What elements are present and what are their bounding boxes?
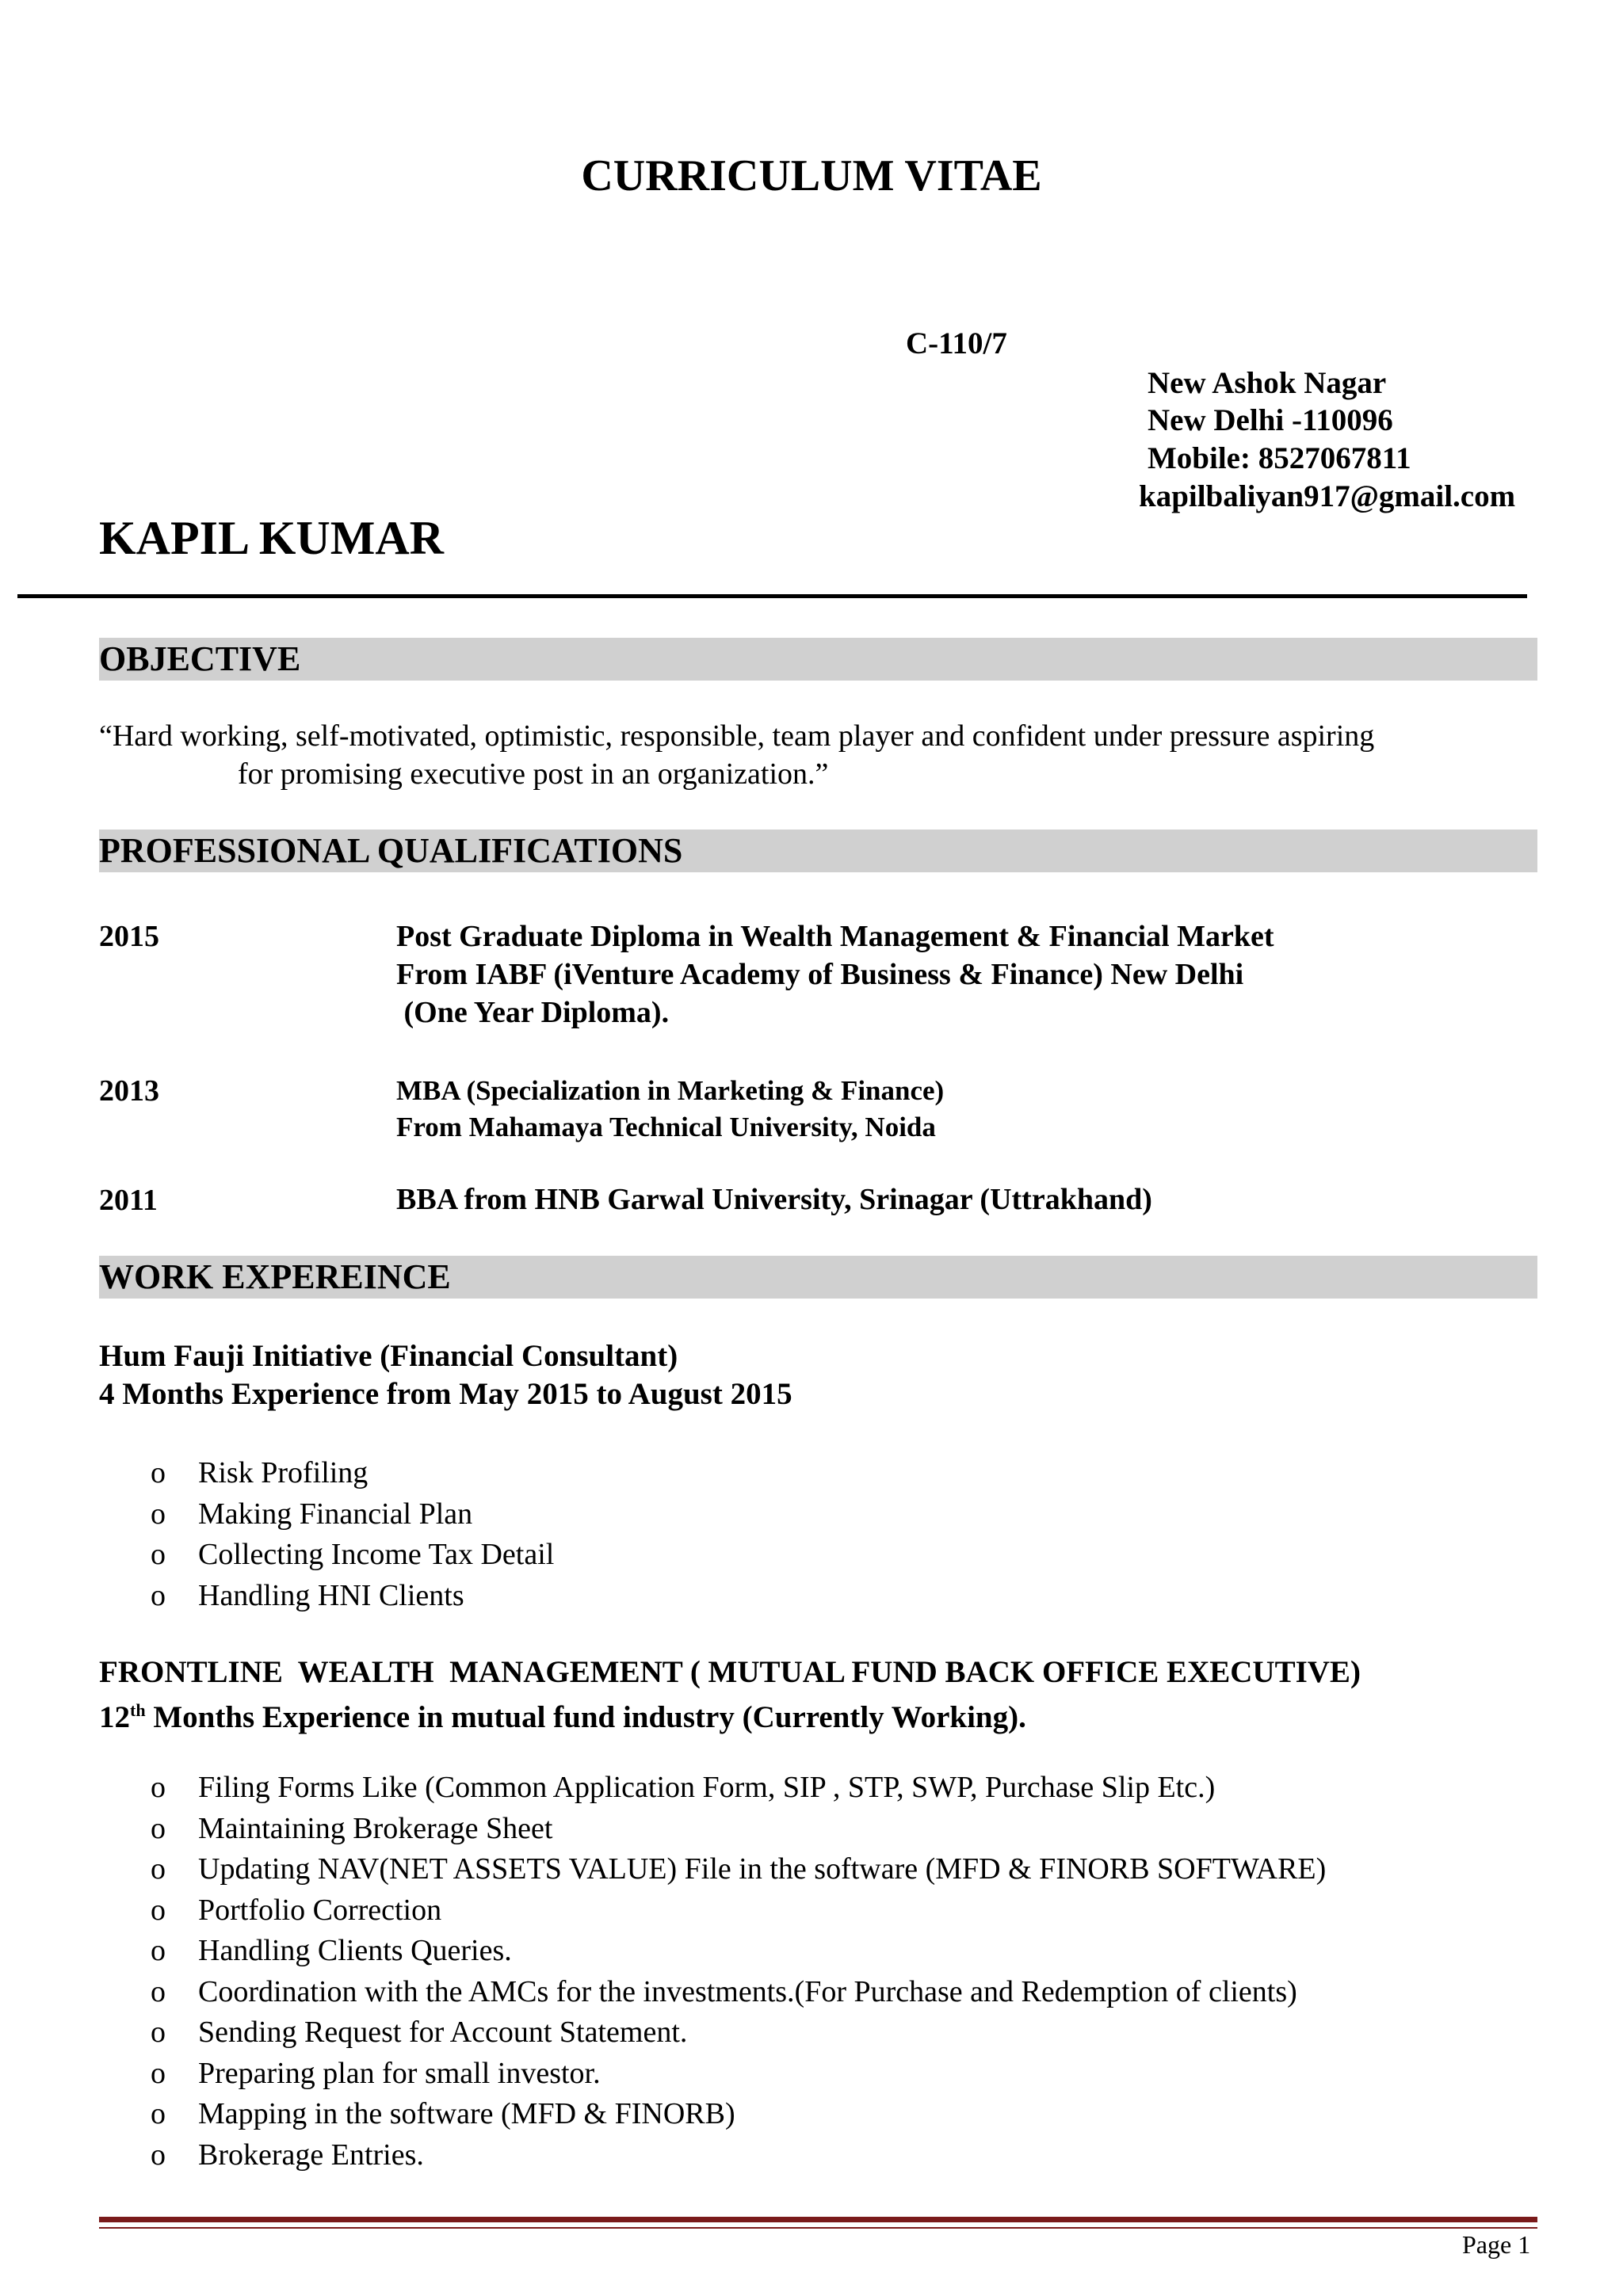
bullet-icon: o bbox=[151, 1497, 166, 1531]
list-item: o Handling HNI Clients bbox=[151, 1576, 554, 1617]
bullet-icon: o bbox=[151, 1811, 166, 1845]
bullet-icon: o bbox=[151, 1456, 166, 1489]
qualification-line: From IABF (iVenture Academy of Business & Finance) New Delhi bbox=[396, 958, 1244, 991]
email-address: kapilbaliyan917@gmail.com bbox=[1139, 479, 1516, 513]
header-divider bbox=[17, 594, 1527, 598]
bullet-icon: o bbox=[151, 1974, 166, 2008]
list-item: o Risk Profiling bbox=[151, 1453, 554, 1494]
candidate-name: KAPIL KUMAR bbox=[99, 512, 444, 564]
task-list bbox=[151, 1768, 1326, 2176]
list-item: o Coordination with the AMCs for the investments.(For Purchase and Redemption of clients) bbox=[151, 1972, 1326, 2013]
bullet-icon: o bbox=[151, 2138, 166, 2172]
bullet-icon: o bbox=[151, 1893, 166, 1927]
objective-line-2: for promising executive post in an organization.” bbox=[238, 757, 829, 791]
work-heading: WORK EXPEREINCE bbox=[99, 1257, 451, 1296]
qualification-detail bbox=[396, 917, 1274, 1032]
list-item: o Sending Request for Account Statement. bbox=[151, 2012, 1326, 2054]
footer-divider bbox=[99, 2217, 1537, 2222]
qualification-line: BBA from HNB Garwal University, Srinagar (Uttrakhand) bbox=[396, 1183, 1152, 1216]
qualification-line: From Mahamaya Technical University, Noida bbox=[396, 1112, 936, 1142]
qualification-detail bbox=[396, 1073, 944, 1146]
qualification-year: 2015 bbox=[99, 920, 159, 953]
qualification-line: (One Year Diploma). bbox=[396, 996, 670, 1029]
job-header bbox=[99, 1653, 1361, 1737]
job-duration: 12th Months Experience in mutual fund industry (Currently Working). bbox=[99, 1700, 1026, 1734]
address-line-1: C-110/7 bbox=[906, 326, 1007, 360]
bullet-icon: o bbox=[151, 1852, 166, 1886]
bullet-icon: o bbox=[151, 2016, 166, 2049]
work-heading-band bbox=[99, 1256, 1537, 1299]
objective-heading-band bbox=[99, 638, 1537, 681]
bullet-icon: o bbox=[151, 1578, 166, 1612]
address-line-3: New Delhi -110096 bbox=[1148, 403, 1393, 437]
list-item: o Maintaining Brokerage Sheet bbox=[151, 1809, 1326, 1850]
job-duration: 4 Months Experience from May 2015 to August 2015 bbox=[99, 1377, 792, 1411]
bullet-icon: o bbox=[151, 1538, 166, 1571]
job-title: Hum Fauji Initiative (Financial Consultant) bbox=[99, 1339, 678, 1373]
job-title: FRONTLINE WEALTH MANAGEMENT ( MUTUAL FUND BACK OFFICE EXECUTIVE) bbox=[99, 1655, 1361, 1689]
bullet-icon: o bbox=[151, 1934, 166, 1967]
qualification-detail bbox=[396, 1180, 1152, 1219]
qualification-line: Post Graduate Diploma in Wealth Management & Financial Market bbox=[396, 920, 1274, 953]
footer-divider-thin bbox=[99, 2227, 1537, 2229]
bullet-icon: o bbox=[151, 1771, 166, 1804]
bullet-icon: o bbox=[151, 2056, 166, 2090]
list-item: o Collecting Income Tax Detail bbox=[151, 1535, 554, 1576]
qualification-year: 2011 bbox=[99, 1184, 158, 1217]
page-number: Page 1 bbox=[1462, 2230, 1531, 2259]
list-item: o Handling Clients Queries. bbox=[151, 1931, 1326, 1972]
document-title: CURRICULUM VITAE bbox=[581, 151, 1042, 200]
list-item: o Preparing plan for small investor. bbox=[151, 2054, 1326, 2095]
task-list bbox=[151, 1453, 554, 1616]
list-item: o Filing Forms Like (Common Application Form, SIP , STP, SWP, Purchase Slip Etc.) bbox=[151, 1768, 1326, 1809]
qualifications-heading: PROFESSIONAL QUALIFICATIONS bbox=[99, 831, 683, 870]
job-header bbox=[99, 1337, 792, 1413]
objective-line-1: “Hard working, self-motivated, optimistic, responsible, team player and confident under pressure aspiring bbox=[99, 719, 1375, 753]
list-item: o Brokerage Entries. bbox=[151, 2135, 1326, 2176]
qualification-year: 2013 bbox=[99, 1074, 159, 1108]
qualification-line: MBA (Specialization in Marketing & Finance) bbox=[396, 1075, 945, 1106]
address-line-2: New Ashok Nagar bbox=[1148, 366, 1387, 400]
objective-heading: OBJECTIVE bbox=[99, 639, 301, 678]
list-item: o Mapping in the software (MFD & FINORB) bbox=[151, 2094, 1326, 2135]
list-item: o Making Financial Plan bbox=[151, 1494, 554, 1535]
list-item: o Updating NAV(NET ASSETS VALUE) File in the software (MFD & FINORB SOFTWARE) bbox=[151, 1849, 1326, 1890]
list-item: o Portfolio Correction bbox=[151, 1890, 1326, 1932]
qualifications-heading-band bbox=[99, 830, 1537, 872]
bullet-icon: o bbox=[151, 2097, 166, 2130]
mobile-number: Mobile: 8527067811 bbox=[1148, 441, 1411, 475]
